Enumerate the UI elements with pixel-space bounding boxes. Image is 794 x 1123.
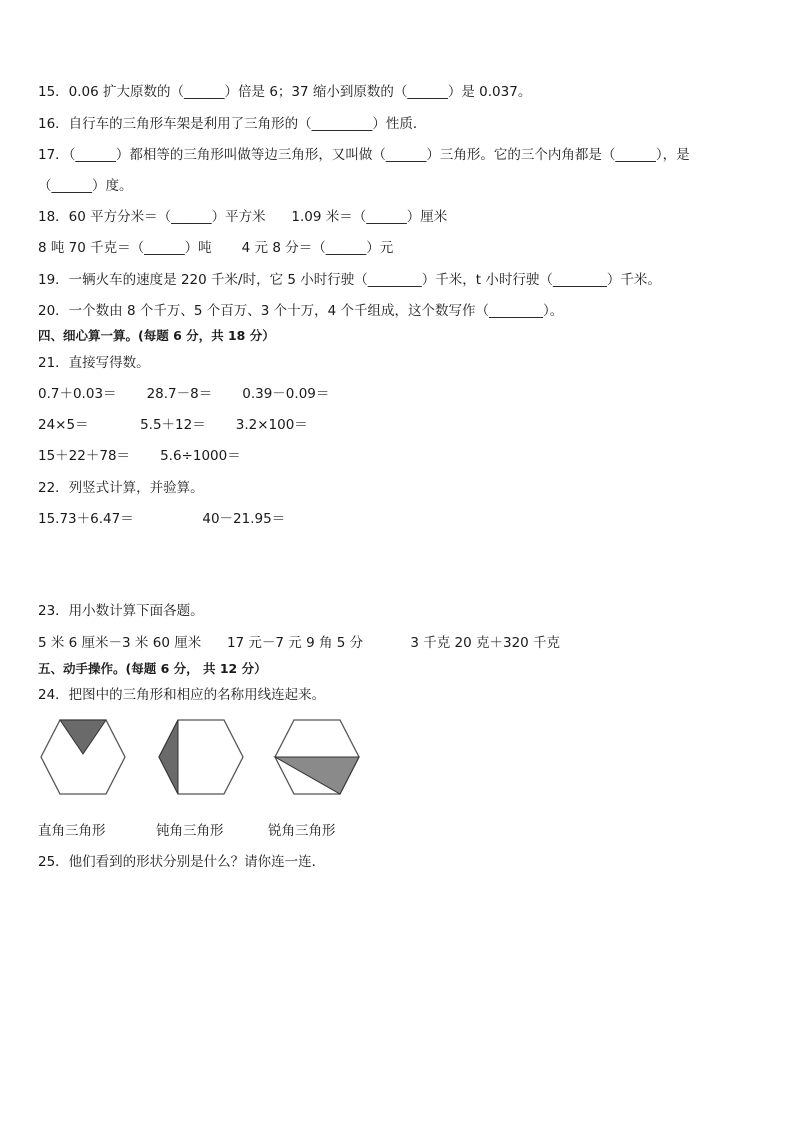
question-21-row3: 15＋22＋78＝ 5.6÷1000＝ [38,448,241,464]
section-5-heading: 五、动手操作。(每题 6 分， 共 12 分） [38,661,267,676]
question-19: 19．一辆火车的速度是 220 千米/时，它 5 小时行驶（________）千米，t 小时行驶（________）千米。 [38,272,661,288]
label-obtuse-triangle: 钝角三角形 [156,823,224,839]
question-21-row2: 24×5＝ 5.5＋12＝ 3.2×100＝ [38,417,308,433]
question-18-line1: 18．60 平方分米＝（______）平方米 1.09 米＝（______）厘米 [38,209,448,225]
question-15: 15．0.06 扩大原数的（______）倍是 6；37 缩小到原数的（______）是 0.037。 [38,84,532,100]
question-23: 23．用小数计算下面各题。 [38,603,204,619]
hexagon-obtuse-triangle-icon [156,718,246,796]
question-22-row1: 15.73＋6.47＝ 40－21.95＝ [38,511,286,527]
question-16: 16．自行车的三角形车架是利用了三角形的（_________）性质． [38,116,427,132]
question-17-line2: （______）度。 [38,178,133,194]
question-21: 21．直接写得数。 [38,355,150,371]
question-17-line1: 17．（______）都相等的三角形叫做等边三角形，又叫做（______）三角形。它的三个内角都是（______），是 [38,147,690,163]
question-21-row1: 0.7＋0.03＝ 28.7－8＝ 0.39－0.09＝ [38,386,330,402]
question-23-row1: 5 米 6 厘米－3 米 60 厘米 17 元－7 元 9 角 5 分 3 千克 20 克＋320 千克 [38,635,561,651]
question-20: 20．一个数由 8 个千万、5 个百万、3 个十万，4 个千组成，这个数写作（________）。 [38,303,564,319]
hexagon-acute-triangle-icon [272,718,362,796]
question-24: 24．把图中的三角形和相应的名称用线连起来。 [38,687,326,703]
question-25: 25．他们看到的形状分别是什么？请你连一连． [38,854,326,870]
question-18-line2: 8 吨 70 千克＝（______）吨 4 元 8 分＝（______）元 [38,240,394,256]
question-22: 22．列竖式计算，并验算。 [38,480,204,496]
hexagon-right-triangle-icon [38,718,128,796]
label-right-triangle: 直角三角形 [38,823,106,839]
section-4-heading: 四、细心算一算。(每题 6 分，共 18 分） [38,328,275,343]
label-acute-triangle: 锐角三角形 [268,823,336,839]
